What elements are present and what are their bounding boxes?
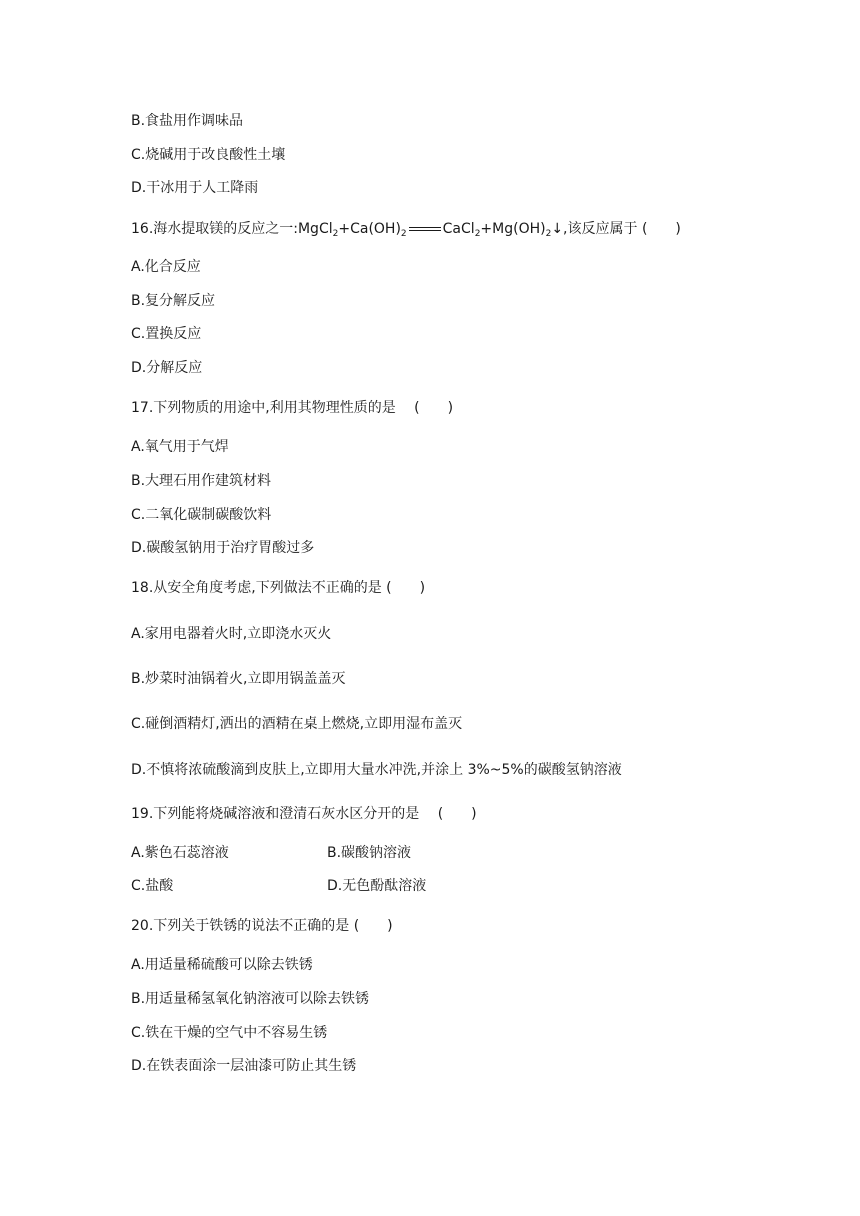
q17-stem: 17.下列物质的用途中,利用其物理性质的是 ( ) (131, 400, 454, 416)
q20-option-c: C.铁在干燥的空气中不容易生锈 (131, 1025, 328, 1041)
q18-option-b: B.炒菜时油锅着火,立即用锅盖盖灭 (131, 671, 346, 687)
q17-option-b: B.大理石用作建筑材料 (131, 473, 272, 489)
q16-subscript: 2 (332, 229, 339, 239)
q19-option-a: A.紫色石蕊溶液 (131, 845, 229, 861)
q19-option-d: D.无色酚酞溶液 (327, 878, 427, 894)
q20-option-d: D.在铁表面涂一层油漆可防止其生锈 (131, 1058, 357, 1074)
q16-subscript: 2 (474, 229, 481, 239)
q16-option-b: B.复分解反应 (131, 293, 216, 309)
q18-stem: 18.从安全角度考虑,下列做法不正确的是 ( ) (131, 580, 426, 596)
q16-stem-prefix: 16.海水提取镁的反应之一:MgCl (131, 221, 333, 237)
q16-subscript: 2 (545, 229, 552, 239)
q15-option-d: D.干冰用于人工降雨 (131, 180, 259, 196)
q20-option-a: A.用适量稀硫酸可以除去铁锈 (131, 957, 313, 973)
q17-option-a: A.氧气用于气焊 (131, 439, 229, 455)
q16-subscript: 2 (400, 229, 407, 239)
q16-option-c: C.置换反应 (131, 326, 202, 342)
q19-stem: 19.下列能将烧碱溶液和澄清石灰水区分开的是 ( ) (131, 806, 477, 822)
q18-option-d: D.不慎将浓硫酸滴到皮肤上,立即用大量水冲洗,并涂上 3%~5%的碳酸氢钠溶液 (131, 762, 622, 778)
q16-stem-part3: CaCl (442, 221, 475, 237)
q15-option-c: C.烧碱用于改良酸性土壤 (131, 147, 286, 163)
equals-sign-icon (407, 219, 443, 239)
q18-option-c: C.碰倒酒精灯,洒出的酒精在桌上燃烧,立即用湿布盖灭 (131, 716, 463, 732)
q18-option-a: A.家用电器着火时,立即浇水灭火 (131, 626, 332, 642)
q16-stem-part2: +Ca(OH) (338, 221, 401, 237)
q16-option-d: D.分解反应 (131, 360, 203, 376)
q19-option-b: B.碳酸钠溶液 (327, 845, 412, 861)
q16-option-a: A.化合反应 (131, 259, 201, 275)
q16-stem-suffix: ↓,该反应属于 ( ) (551, 221, 681, 237)
q17-option-d: D.碳酸氢钠用于治疗胃酸过多 (131, 540, 315, 556)
q15-option-b: B.食盐用作调味品 (131, 113, 244, 129)
q20-option-b: B.用适量稀氢氧化钠溶液可以除去铁锈 (131, 991, 370, 1007)
q16-stem-part4: +Mg(OH) (480, 221, 546, 237)
q20-stem: 20.下列关于铁锈的说法不正确的是 ( ) (131, 918, 393, 934)
q16-stem (131, 219, 681, 239)
q19-option-c: C.盐酸 (131, 878, 174, 894)
q17-option-c: C.二氧化碳制碳酸饮料 (131, 507, 272, 523)
